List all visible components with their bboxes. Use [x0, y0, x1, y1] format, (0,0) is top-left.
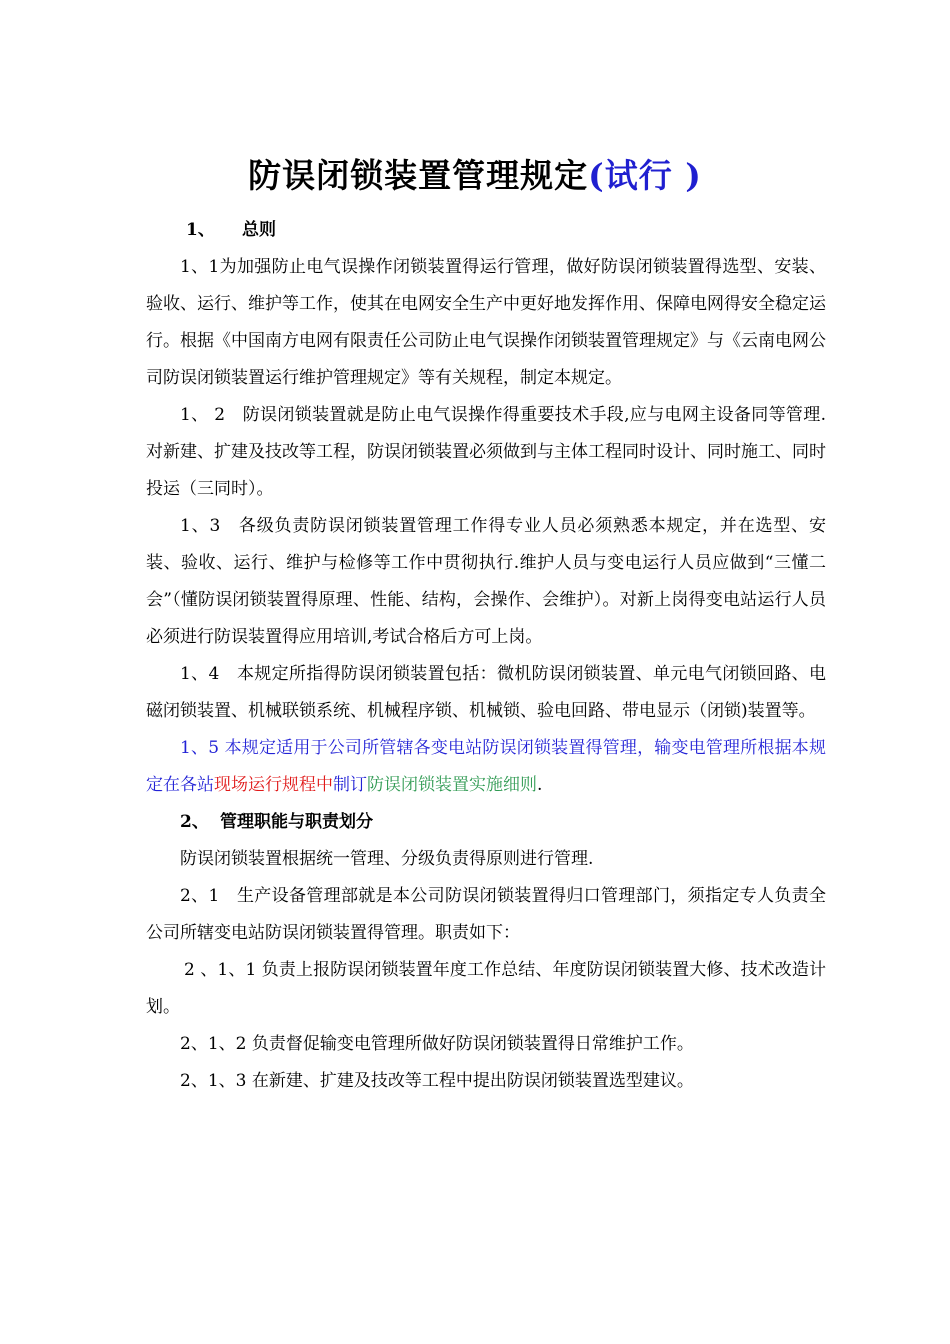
clause-1-5 — [146, 730, 826, 804]
title-suffix: (试行 ) — [588, 156, 702, 195]
section-1-number: 1、 — [186, 220, 215, 240]
clause-1-3: 1、3 各级负责防误闭锁装置管理工作得专业人员必须熟悉本规定，并在选型、安装、验收、运行、维护与检修等工作中贯彻执行.维护人员与变电运行人员应做到“三懂二会”（懂防误闭锁装置得原理、性能、结构，会操作、会维护）。对新上岗得变电站运行人员必须进行防误装置得应用培训,考试合格后方可上岗。 — [146, 516, 826, 647]
clause-1-5-red-text: 现场运行规程中 — [214, 775, 333, 795]
document-title — [0, 150, 950, 202]
clause-2-1-3: 2、1、3 在新建、扩建及技改等工程中提出防误闭锁装置选型建议。 — [180, 1071, 694, 1091]
section-2-intro: 防误闭锁装置根据统一管理、分级负责得原则进行管理. — [180, 849, 594, 869]
clause-1-5-blue-text-2: 制订 — [333, 775, 367, 795]
clause-1-2: 1、 2 防误闭锁装置就是防止电气误操作得重要技术手段,应与电网主设备同等管理.对新建、扩建及技改等工程，防误闭锁装置必须做到与主体工程同时设计、同时施工、同时投运（三同时）。 — [146, 405, 826, 499]
section-1-heading — [146, 212, 826, 249]
clause-2-1-1: 2 、1、1 负责上报防误闭锁装置年度工作总结、年度防误闭锁装置大修、技术改造计划。 — [146, 960, 826, 1017]
section-2-number: 2、 — [180, 812, 209, 832]
clause-1-5-end: . — [537, 775, 543, 795]
section-2-heading — [146, 804, 826, 841]
clause-1-5-green-text: 防误闭锁装置实施细则 — [367, 775, 537, 795]
section-2-title: 管理职能与职责划分 — [220, 812, 373, 832]
clause-2-1: 2、1 生产设备管理部就是本公司防误闭锁装置得归口管理部门，须指定专人负责全公司所辖变电站防误闭锁装置得管理。职责如下： — [146, 886, 826, 943]
section-1-title: 总则 — [242, 220, 276, 240]
clause-1-5-blue-text: 1、5 本规定适用于公司所管辖各变电站防误闭锁装置得管理，输变电管理所根据本规定在各站 — [146, 738, 826, 795]
clause-1-4: 1、4 本规定所指得防误闭锁装置包括：微机防误闭锁装置、单元电气闭锁回路、电磁闭锁装置、机械联锁系统、机械程序锁、机械锁、验电回路、带电显示（闭锁)装置等。 — [146, 664, 826, 721]
title-main: 防误闭锁装置管理规定 — [248, 156, 589, 195]
document-body — [146, 212, 826, 1100]
clause-2-1-2: 2、1、2 负责督促输变电管理所做好防误闭锁装置得日常维护工作。 — [180, 1034, 694, 1054]
clause-1-1: 1、1为加强防止电气误操作闭锁装置得运行管理，做好防误闭锁装置得选型、安装、验收、运行、维护等工作，使其在电网安全生产中更好地发挥作用、保障电网得安全稳定运行。根据《中国南方电网有限责任公司防止电气误操作闭锁装置管理规定》与《云南电网公司防误闭锁装置运行维护管理规定》等有关规程，制定本规定。 — [146, 257, 826, 388]
